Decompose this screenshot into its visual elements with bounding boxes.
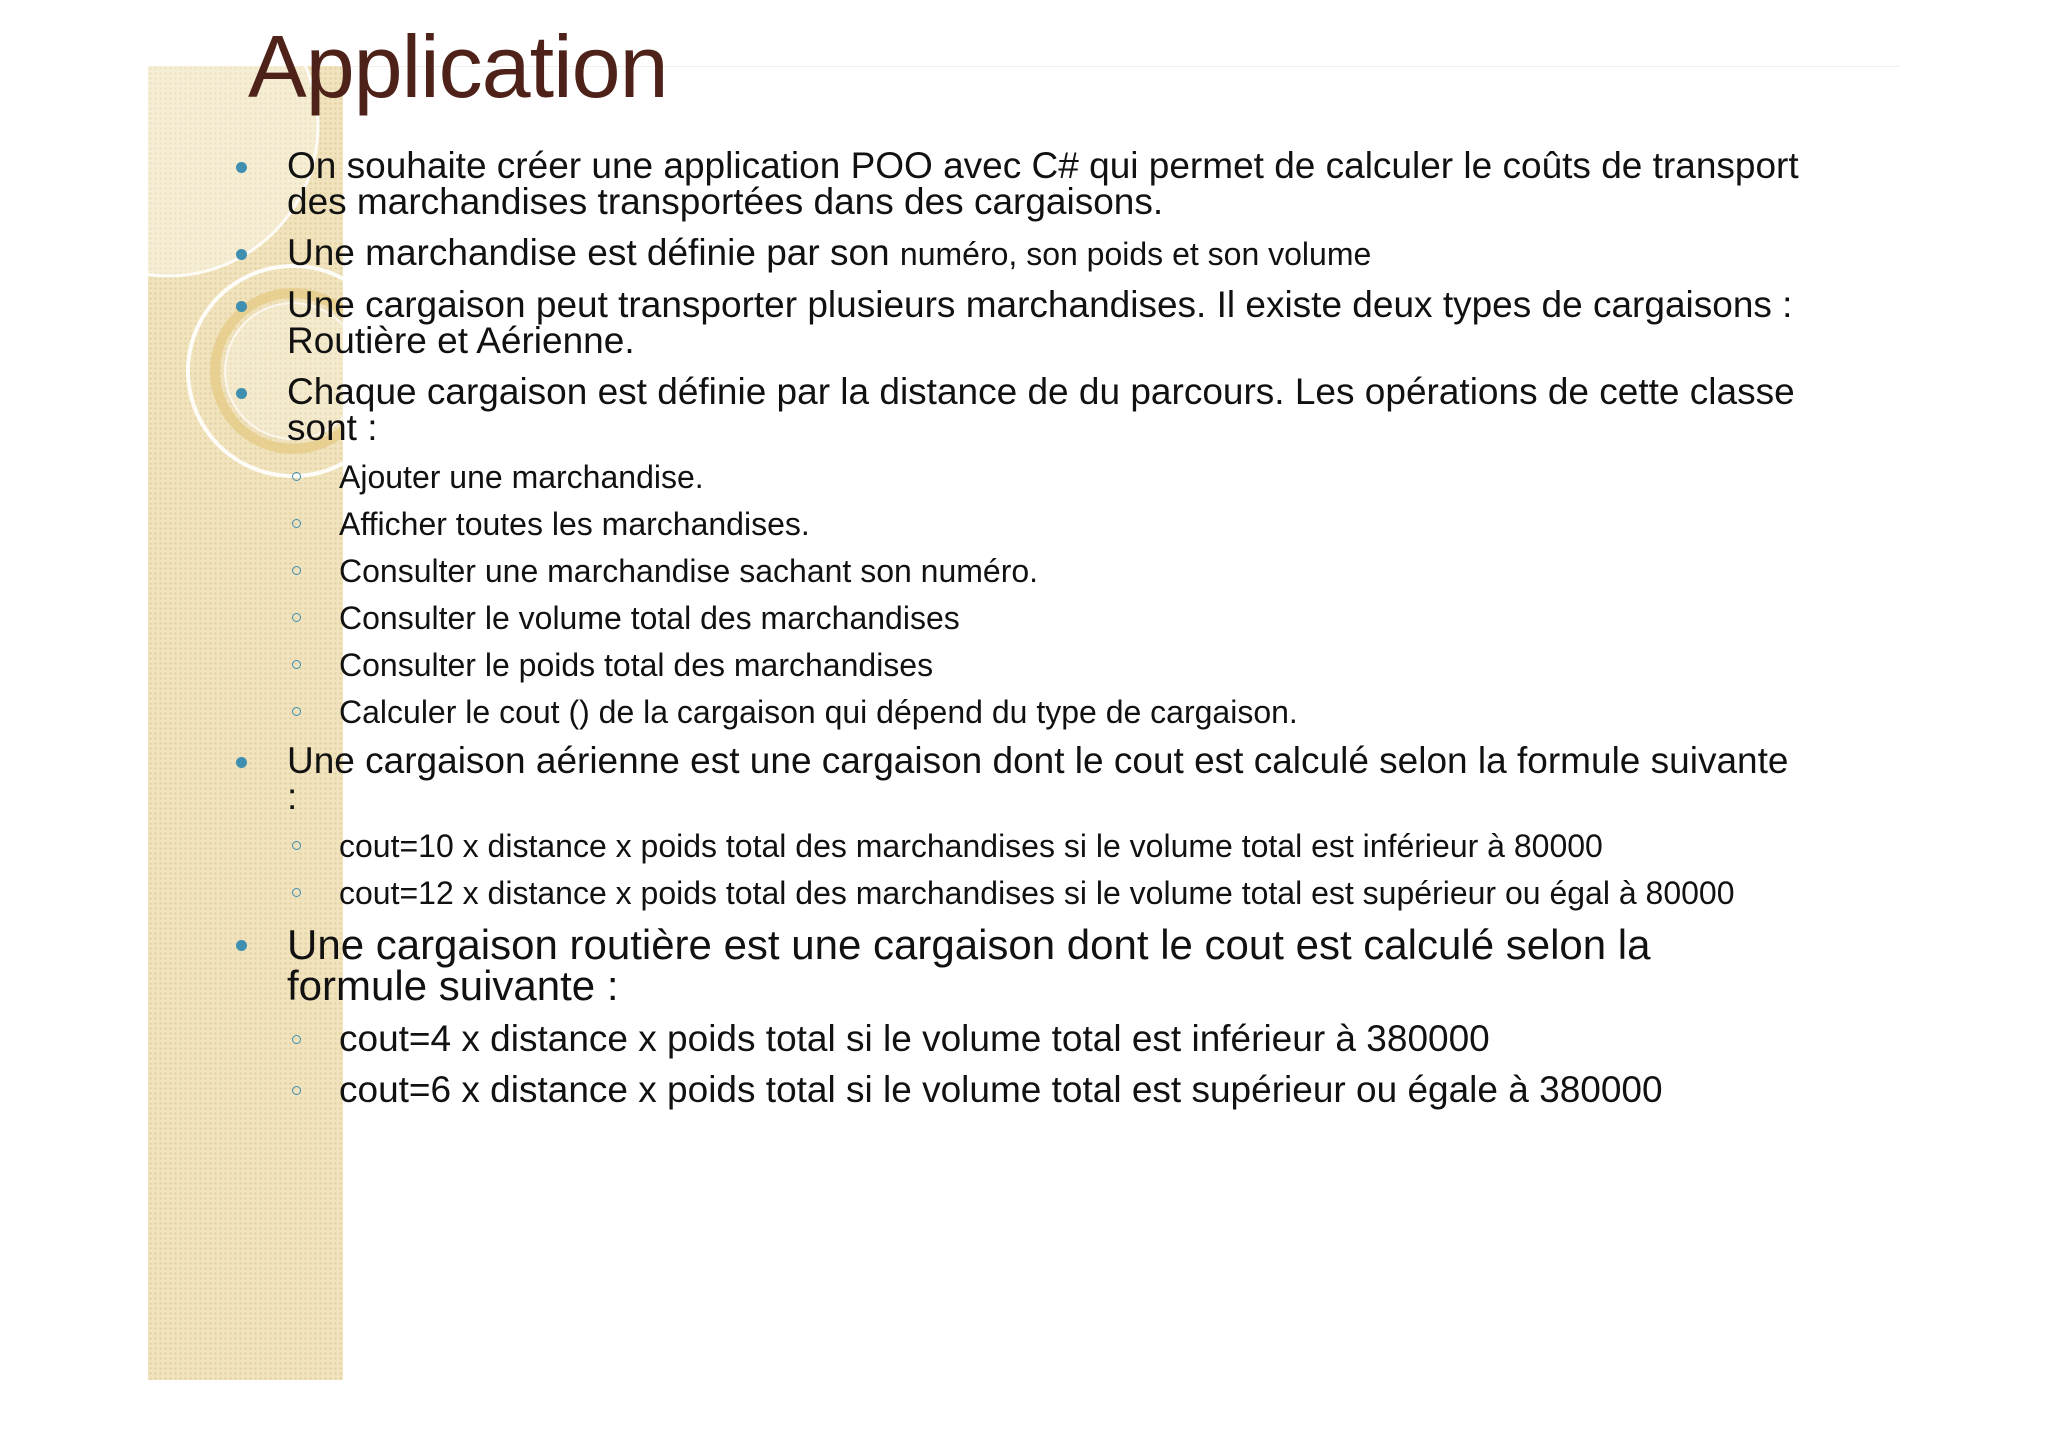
sub-bullet-item	[230, 1018, 1800, 1059]
sub-bullet-ring-icon	[292, 888, 301, 897]
sub-bullet-ring-icon	[292, 566, 301, 575]
sub-bullet-item	[230, 555, 1800, 587]
sub-bullet-text: Consulter le poids total des marchandises	[339, 647, 934, 683]
sub-bullet-text: Calculer le cout () de la cargaison qui dépend du type de cargaison.	[339, 694, 1298, 730]
bullet-text: Une cargaison peut transporter plusieurs marchandises. Il existe deux types de cargaisons : Routière et Aérienne.	[287, 284, 1793, 361]
sub-bullet-text: cout=12 x distance x poids total des marchandises si le volume total est supérieur ou égal à 80000	[339, 875, 1735, 911]
sub-bullet-item	[230, 461, 1800, 493]
bullet-dot-icon	[236, 940, 247, 951]
sub-bullet-item	[230, 649, 1800, 681]
bullet-text-small: numéro, son poids et son volume	[899, 236, 1372, 272]
bullet-dot-icon	[236, 757, 247, 768]
sub-bullet-ring-icon	[292, 1035, 301, 1044]
sub-bullet-text: Consulter le volume total des marchandises	[339, 600, 960, 636]
sub-bullet-item	[230, 877, 1800, 909]
sub-bullet-ring-icon	[292, 613, 301, 622]
bullet-text: Chaque cargaison est définie par la distance de du parcours. Les opérations de cette classe sont :	[287, 371, 1795, 448]
sub-bullet-ring-icon	[292, 707, 301, 716]
bullet-item	[230, 145, 1800, 222]
sub-bullet-ring-icon	[292, 472, 301, 481]
sub-bullet-item	[230, 508, 1800, 540]
bullet-text: Une cargaison routière est une cargaison dont le cout est calculé selon la formule suivante :	[287, 921, 1651, 1009]
sub-bullet-item	[230, 602, 1800, 634]
sub-bullet-ring-icon	[292, 841, 301, 850]
sub-bullet-text: cout=6 x distance x poids total si le volume total est supérieur ou égale à 380000	[339, 1069, 1663, 1110]
sub-bullet-item	[230, 696, 1800, 728]
slide-content	[230, 145, 1800, 1123]
slide-title: Application	[248, 17, 668, 116]
bullet-text: Une marchandise est définie par son	[287, 232, 900, 273]
bullet-dot-icon	[236, 388, 247, 399]
bullet-item	[230, 371, 1800, 448]
bullet-dot-icon	[236, 162, 247, 173]
sub-bullet-text: cout=10 x distance x poids total des marchandises si le volume total est inférieur à 80000	[339, 828, 1603, 864]
bullet-text: Une cargaison aérienne est une cargaison dont le cout est calculé selon la formule suivante :	[287, 740, 1789, 817]
sub-bullet-text: Ajouter une marchandise.	[339, 459, 704, 495]
sub-bullet-text: Consulter une marchandise sachant son numéro.	[339, 553, 1039, 589]
sub-bullet-ring-icon	[292, 660, 301, 669]
bullet-dot-icon	[236, 301, 247, 312]
sub-bullet-ring-icon	[292, 519, 301, 528]
sub-bullet-text: Afficher toutes les marchandises.	[339, 506, 810, 542]
bullet-text: On souhaite créer une application POO avec C# qui permet de calculer le coûts de transport des marchandises transportées dans des cargaisons.	[287, 145, 1799, 222]
sub-bullet-ring-icon	[292, 1086, 301, 1095]
bullet-item	[230, 921, 1800, 1009]
bullet-item	[230, 284, 1800, 361]
bullet-dot-icon	[236, 249, 247, 260]
sub-bullet-item	[230, 1069, 1800, 1110]
sub-bullet-item	[230, 830, 1800, 862]
sub-bullet-text: cout=4 x distance x poids total si le volume total est inférieur à 380000	[339, 1018, 1490, 1059]
bullet-item	[230, 740, 1800, 817]
bullet-item	[230, 232, 1800, 273]
